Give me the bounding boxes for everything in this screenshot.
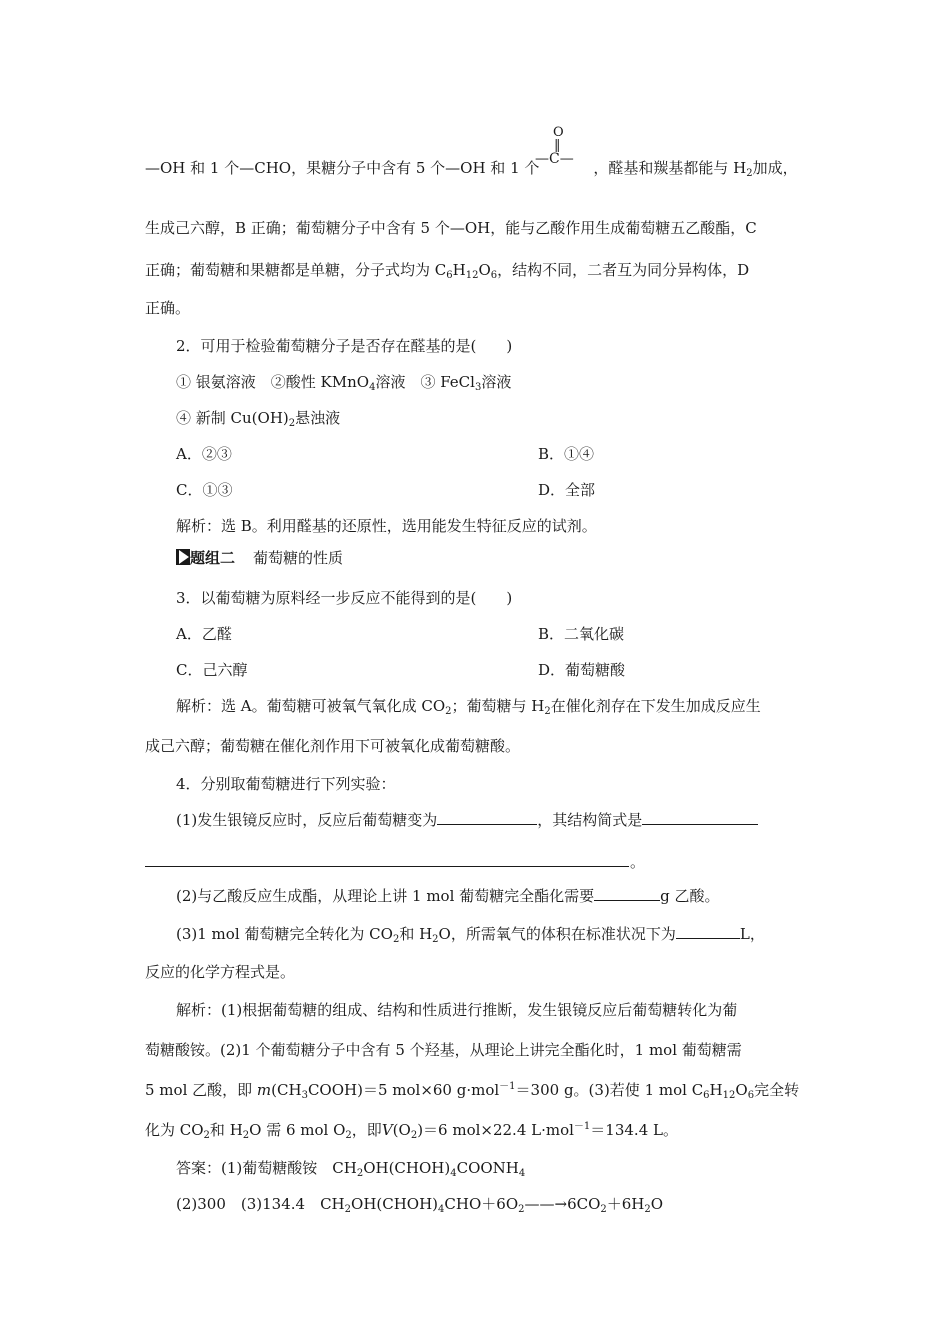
para1-line1 <box>145 158 798 178</box>
subscript: 2 <box>432 934 439 945</box>
q4-answer-line2 <box>176 1194 663 1214</box>
q3-stem <box>176 588 512 608</box>
text: ④ 新制 Cu(OH) <box>176 409 289 427</box>
text: 5 mol 乙酸，即 <box>145 1081 253 1099</box>
text: O 需 6 mol O <box>249 1121 346 1139</box>
text: CHO＋6O <box>444 1195 519 1213</box>
text: 溶液 ③ FeCl <box>375 373 475 391</box>
subscript: 4 <box>450 1168 457 1179</box>
subscript: 6 <box>703 1090 710 1101</box>
text: ＝134.4 L。 <box>590 1121 678 1139</box>
q4-part3-line2 <box>145 962 295 982</box>
subscript: 2 <box>600 1204 607 1215</box>
subscript: 6 <box>446 270 453 281</box>
subscript: 2 <box>746 168 753 179</box>
q2-choice-a <box>176 444 232 464</box>
group-title: 题组二 <box>190 549 236 567</box>
text: COONH <box>456 1159 519 1177</box>
subscript: 2 <box>345 1130 352 1141</box>
subscript: 2 <box>644 1204 651 1215</box>
subscript: 6 <box>490 270 498 281</box>
q2-choice-c <box>176 480 232 500</box>
text: C．①③ <box>176 481 233 499</box>
text: (1)发生银镜反应时，反应后葡萄糖变为 <box>176 811 438 829</box>
subscript: 2 <box>288 418 296 429</box>
q4-part2 <box>176 886 720 906</box>
answer-blank-long[interactable] <box>145 866 629 867</box>
q2-choice-d <box>538 480 595 500</box>
q4-part1 <box>176 810 758 830</box>
subscript: 4 <box>518 1168 526 1179</box>
text: ；葡萄糖与 H <box>451 697 545 715</box>
subscript: 2 <box>242 1130 250 1141</box>
text: 4．分别取葡萄糖进行下列实验： <box>176 775 396 793</box>
text: O <box>735 1081 748 1099</box>
q3-analysis-line2 <box>145 736 520 756</box>
q4-analysis-line2 <box>145 1040 742 1060</box>
subscript: 2 <box>544 706 551 717</box>
text: A．乙醛 <box>176 625 232 643</box>
subscript: 2 <box>445 706 452 717</box>
subscript: 2 <box>344 1204 352 1215</box>
text: 成己六醇；葡萄糖在催化剂作用下可被氧化成葡萄糖酸。 <box>145 737 521 755</box>
superscript: －1 <box>573 1121 591 1132</box>
text: OH(CHOH) <box>351 1195 439 1213</box>
text: 悬浊液 <box>295 409 341 427</box>
superscript: －1 <box>499 1081 516 1092</box>
text: D．全部 <box>538 481 596 499</box>
text: 加成， <box>752 159 798 177</box>
text: 生成己六醇，B 正确；葡萄糖分子中含有 5 个—OH，能与乙酸作用生成葡萄糖五乙酸酯，C <box>145 219 757 237</box>
text: ，结构不同，二者互为同分异构体，D <box>497 261 750 279</box>
play-marker-icon <box>176 549 190 565</box>
text: ① 银氨溶液 ②酸性 KMnO <box>176 373 370 391</box>
subscript: 3 <box>301 1090 308 1101</box>
text: )＝6 mol×22.4 L·mol <box>417 1121 574 1139</box>
text: 和 H <box>399 925 433 943</box>
carbonyl-carbon: —C— <box>535 151 574 167</box>
text: 化为 CO <box>145 1121 204 1139</box>
text: 解析：(1)根据葡萄糖的组成、结构和性质进行推断，发生银镜反应后葡萄糖转化为葡 <box>176 1001 738 1019</box>
reaction-arrow: ——→6CO <box>524 1195 601 1213</box>
carbonyl-oxygen: O <box>553 125 564 140</box>
q4-analysis-line4 <box>145 1120 678 1140</box>
q3-analysis-line1 <box>176 696 761 716</box>
para1-line4 <box>145 298 190 318</box>
text: 反应的化学方程式是。 <box>145 963 296 981</box>
text: 2．可用于检验葡萄糖分子是否存在醛基的是( ) <box>176 337 513 355</box>
text: 正确；葡萄糖和果糖都是单糖，分子式均为 C <box>145 261 447 279</box>
answer-blank[interactable] <box>437 810 537 825</box>
subscript: 4 <box>438 1204 445 1215</box>
text: 解析：选 B。利用醛基的还原性，选用能发生特征反应的试剂。 <box>176 517 597 535</box>
carbonyl-structure <box>533 124 581 170</box>
text: H <box>709 1081 723 1099</box>
text: O <box>650 1195 664 1213</box>
answer-blank[interactable] <box>676 924 740 939</box>
text: 答案：(1)葡萄糖酸铵 CH <box>176 1159 357 1177</box>
text: 完全转 <box>754 1081 800 1099</box>
q2-options-line2 <box>176 408 340 428</box>
subscript: 2 <box>518 1204 525 1215</box>
q2-analysis <box>176 516 597 536</box>
text: COOH)＝5 mol×60 g·mol <box>307 1081 500 1099</box>
q3-choice-c <box>176 660 247 680</box>
subscript: 12 <box>465 270 479 281</box>
q4-answer-line1 <box>176 1158 525 1178</box>
text: 正确。 <box>145 299 191 317</box>
q4-analysis-line1 <box>176 1000 737 1020</box>
group-subtitle: 葡萄糖的性质 <box>253 549 344 567</box>
text: (CH <box>271 1081 302 1099</box>
text: B．①④ <box>538 445 595 463</box>
text: 和 H <box>209 1121 243 1139</box>
double-bond: ‖ <box>554 138 561 153</box>
text: O，所需氧气的体积在标准状况下为 <box>438 925 676 943</box>
group-header <box>176 548 343 568</box>
subscript: 2 <box>203 1130 210 1141</box>
q4-stem <box>176 774 396 794</box>
text: 解析：选 A。葡萄糖可被氧气氧化成 CO <box>176 697 446 715</box>
q2-stem <box>176 336 512 356</box>
volume-symbol: V <box>381 1121 393 1139</box>
text: (2)300 (3)134.4 CH <box>176 1195 345 1213</box>
q4-analysis-line3 <box>145 1080 799 1100</box>
text: ，醛基和羰基都能与 H <box>593 159 747 177</box>
subscript: 3 <box>474 382 482 393</box>
text: A．②③ <box>176 445 232 463</box>
text: H <box>452 261 466 279</box>
text: (3)1 mol 葡萄糖完全转化为 CO <box>176 925 393 943</box>
answer-blank[interactable] <box>594 886 660 901</box>
text: 。 <box>630 853 646 871</box>
text: O <box>478 261 491 279</box>
mass-symbol: m <box>256 1081 272 1099</box>
text: g 乙酸。 <box>660 887 720 905</box>
text: C．己六醇 <box>176 661 248 679</box>
q2-options-line1 <box>176 372 511 392</box>
text: 溶液 <box>481 373 512 391</box>
subscript: 4 <box>369 382 376 393</box>
subscript: 2 <box>410 1130 418 1141</box>
q3-choice-b <box>538 624 624 644</box>
text: OH(CHOH) <box>363 1159 451 1177</box>
text: ＝300 g。(3)若使 1 mol C <box>515 1081 704 1099</box>
para1-line3 <box>145 260 749 280</box>
q4-part3 <box>176 924 765 944</box>
subscript: 2 <box>392 934 400 945</box>
text: D．葡萄糖酸 <box>538 661 626 679</box>
subscript: 6 <box>747 1090 755 1101</box>
q3-choice-d <box>538 660 625 680</box>
subscript: 12 <box>722 1090 736 1101</box>
q3-choice-a <box>176 624 232 644</box>
text: ，即 <box>351 1121 382 1139</box>
para1-line2 <box>145 218 757 238</box>
answer-blank[interactable] <box>642 810 758 825</box>
text: L， <box>739 925 765 943</box>
text: (2)与乙酸反应生成酯，从理论上讲 1 mol 葡萄糖完全酯化需要 <box>176 887 595 905</box>
text: B．二氧化碳 <box>538 625 625 643</box>
text: (O <box>392 1121 411 1139</box>
text: ，其结构简式是 <box>537 811 643 829</box>
q2-choice-b <box>538 444 594 464</box>
text: 萄糖酸铵。(2)1 个葡萄糖分子中含有 5 个羟基，从理论上讲完全酯化时，1 mol 葡萄糖需 <box>145 1041 742 1059</box>
text: —OH 和 1 个—CHO，果糖分子中含有 5 个—OH 和 1 个 <box>145 159 540 177</box>
text: ＋6H <box>606 1195 645 1213</box>
q4-part1-end <box>630 852 645 872</box>
subscript: 2 <box>356 1168 364 1179</box>
text: 在催化剂存在下发生加成反应生 <box>550 697 761 715</box>
text: 3．以葡萄糖为原料经一步反应不能得到的是( ) <box>176 589 513 607</box>
